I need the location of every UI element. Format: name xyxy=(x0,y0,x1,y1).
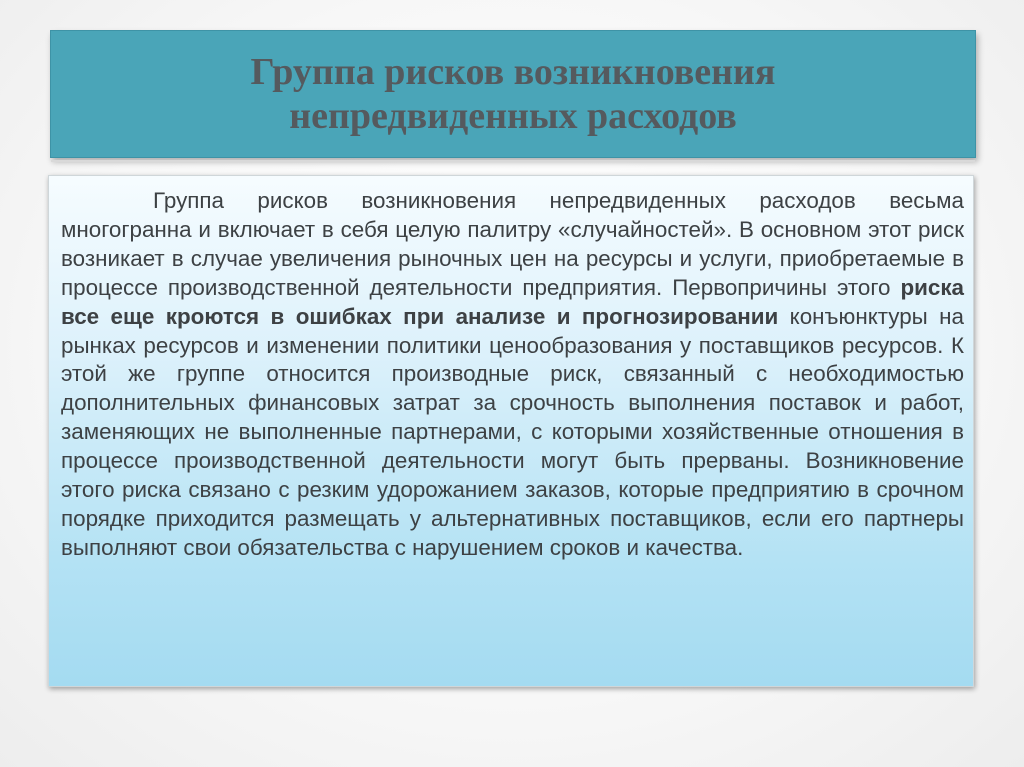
body-text-part-2: конъюнктуры на рынках ресурсов и изменении политики ценообразования у поставщиков ресурсов. К этой же группе относится производные риск, связанный с необходимостью дополнительных финансовых затрат за срочность выполнения поставок и работ, заменяющих не выполненные партнерами, с которыми хозяйственные отношения в процессе производственной деятельности могут быть прерваны. Возникновение этого риска связано с резким удорожанием заказов, которые предприятию в срочном порядке приходится размещать у альтернативных поставщиков, если его партнеры выполняют свои обязательства с нарушением сроков и качества. xyxy=(61,303,964,560)
title-banner xyxy=(50,30,976,158)
slide-title xyxy=(251,50,776,138)
slide-title-line-1: Группа рисков возникновения xyxy=(250,51,776,93)
body-text-part-1: Группа рисков возникновения непредвиденных расходов весьма многогранна и включает в себя целую палитру «случайностей». В основном этот риск возникает в случае увеличения рыночных цен на ресурсы и услуги, приобретаемые в процессе производственной деятельности предприятия. Первопричины этого xyxy=(61,188,964,300)
body-text-bold: риска все еще кроются в ошибках при анализе и прогнозировании xyxy=(61,274,964,329)
body-paragraph xyxy=(61,187,964,563)
slide-title-line-2: непредвиденных расходов xyxy=(289,95,737,137)
content-panel xyxy=(48,175,974,687)
